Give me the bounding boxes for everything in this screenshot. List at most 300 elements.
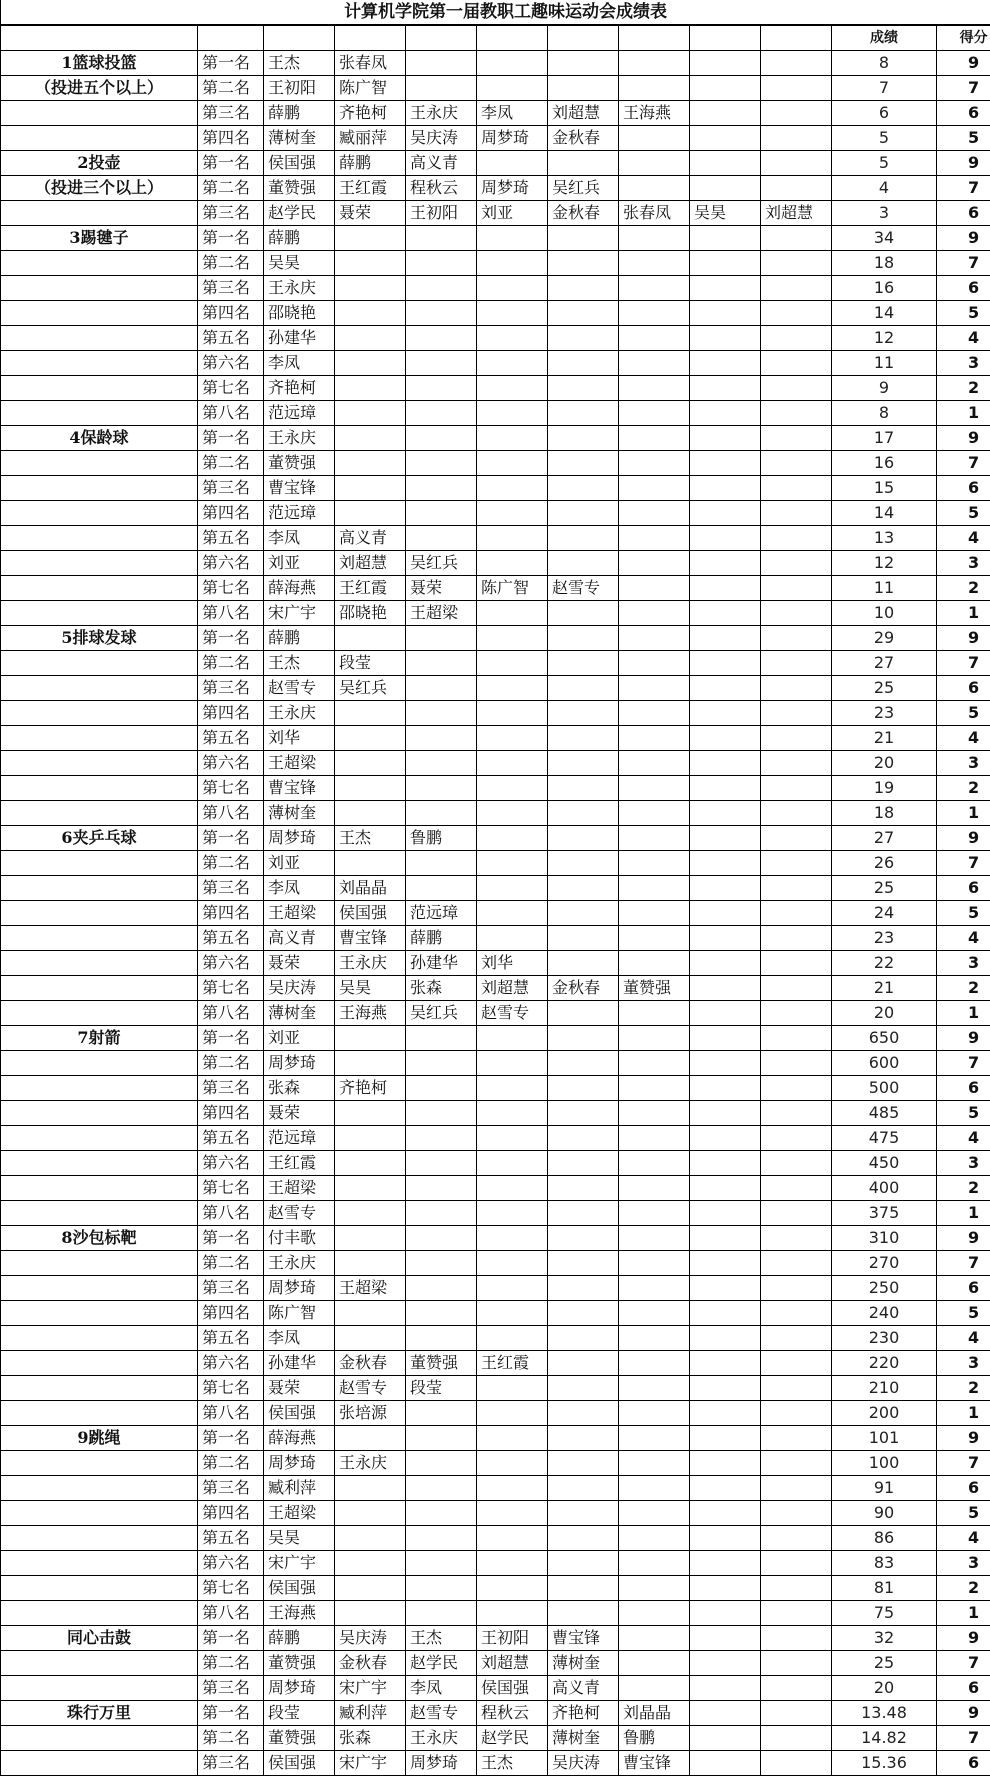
participant-cell <box>690 876 761 901</box>
participant-cell <box>761 1176 832 1201</box>
participant-cell <box>335 1526 406 1551</box>
participant-cell <box>690 251 761 276</box>
participant-cell <box>619 626 690 651</box>
participant-cell: 曹宝锋 <box>548 1626 619 1651</box>
table-row <box>1 1126 990 1151</box>
event-name-cell: 6夹乒乓球 <box>1 826 198 851</box>
participant-cell <box>761 1301 832 1326</box>
participant-cell <box>477 1301 548 1326</box>
table-row <box>1 1676 990 1701</box>
participant-cell: 周梦琦 <box>264 826 335 851</box>
participant-cell <box>690 476 761 501</box>
points-cell: 9 <box>937 1426 990 1451</box>
participant-cell <box>761 576 832 601</box>
table-row <box>1 601 990 626</box>
participant-cell <box>690 1176 761 1201</box>
participant-cell <box>619 76 690 101</box>
participant-cell <box>477 151 548 176</box>
participant-cell <box>477 426 548 451</box>
participant-cell <box>761 1676 832 1701</box>
participant-cell: 聂荣 <box>406 576 477 601</box>
rank-cell: 第六名 <box>198 551 264 576</box>
participant-cell <box>619 1551 690 1576</box>
points-cell: 5 <box>937 501 990 526</box>
participant-cell: 范远璋 <box>264 401 335 426</box>
participant-cell <box>690 1751 761 1776</box>
score-cell: 650 <box>832 1026 937 1051</box>
participant-cell <box>335 1151 406 1176</box>
participant-cell: 王海燕 <box>264 1601 335 1626</box>
participant-cell <box>548 1376 619 1401</box>
participant-cell <box>406 376 477 401</box>
participant-cell <box>548 251 619 276</box>
participant-cell <box>477 501 548 526</box>
participant-cell: 程秋云 <box>406 176 477 201</box>
participant-cell <box>619 1401 690 1426</box>
participant-cell <box>690 901 761 926</box>
table-row <box>1 1651 990 1676</box>
participant-cell <box>335 301 406 326</box>
participant-cell <box>406 701 477 726</box>
participant-cell <box>619 401 690 426</box>
participant-cell <box>690 1376 761 1401</box>
participant-cell: 陈广智 <box>335 76 406 101</box>
participant-cell <box>690 751 761 776</box>
score-cell: 81 <box>832 1576 937 1601</box>
participant-cell <box>335 1326 406 1351</box>
participant-cell <box>690 1151 761 1176</box>
participant-cell <box>406 676 477 701</box>
participant-cell: 邵晓艳 <box>264 301 335 326</box>
participant-cell <box>477 751 548 776</box>
table-row <box>1 1101 990 1126</box>
score-cell: 23 <box>832 926 937 951</box>
table-row <box>1 1201 990 1226</box>
participant-cell <box>761 1501 832 1526</box>
rank-cell: 第二名 <box>198 251 264 276</box>
participant-cell <box>690 351 761 376</box>
rank-cell: 第五名 <box>198 526 264 551</box>
participant-cell <box>761 1376 832 1401</box>
participant-cell <box>690 551 761 576</box>
participant-cell <box>548 376 619 401</box>
participant-cell <box>335 726 406 751</box>
participant-cell <box>548 826 619 851</box>
participant-cell: 王初阳 <box>264 76 335 101</box>
event-name-cell: 8沙包标靶 <box>1 1226 198 1251</box>
points-cell: 6 <box>937 1751 990 1776</box>
participant-cell: 聂荣 <box>264 1376 335 1401</box>
rank-cell: 第六名 <box>198 951 264 976</box>
score-cell: 21 <box>832 726 937 751</box>
participant-cell <box>335 251 406 276</box>
participant-cell: 范远璋 <box>264 1126 335 1151</box>
points-cell: 9 <box>937 151 990 176</box>
participant-cell <box>761 76 832 101</box>
event-name-cell <box>1 776 198 801</box>
points-cell: 1 <box>937 401 990 426</box>
participant-cell <box>690 976 761 1001</box>
event-name-cell <box>1 726 198 751</box>
participant-cell <box>477 1526 548 1551</box>
event-name-cell: 珠行万里 <box>1 1701 198 1726</box>
event-name-cell <box>1 1151 198 1176</box>
participant-cell: 鲁鹏 <box>406 826 477 851</box>
rank-cell: 第三名 <box>198 201 264 226</box>
participant-cell <box>761 226 832 251</box>
participant-cell <box>477 1226 548 1251</box>
rank-cell: 第一名 <box>198 1226 264 1251</box>
score-cell: 100 <box>832 1451 937 1476</box>
event-name-cell <box>1 1601 198 1626</box>
participant-cell <box>548 1251 619 1276</box>
table-row <box>1 751 990 776</box>
participant-cell <box>619 501 690 526</box>
participant-cell <box>619 1576 690 1601</box>
participant-cell <box>619 226 690 251</box>
participant-cell: 金秋春 <box>335 1351 406 1376</box>
rank-cell: 第七名 <box>198 1376 264 1401</box>
score-cell: 200 <box>832 1401 937 1426</box>
participant-cell: 邵晓艳 <box>335 601 406 626</box>
participant-cell <box>690 1326 761 1351</box>
participant-cell: 董赞强 <box>406 1351 477 1376</box>
rank-cell: 第三名 <box>198 1476 264 1501</box>
score-cell: 11 <box>832 576 937 601</box>
participant-cell <box>335 851 406 876</box>
participant-cell: 聂荣 <box>264 1101 335 1126</box>
rank-cell: 第二名 <box>198 651 264 676</box>
participant-cell: 侯国强 <box>335 901 406 926</box>
score-cell: 230 <box>832 1326 937 1351</box>
participant-cell <box>548 76 619 101</box>
points-cell: 4 <box>937 1126 990 1151</box>
participant-cell: 王超梁 <box>264 901 335 926</box>
participant-cell <box>690 1401 761 1426</box>
event-name-cell <box>1 1326 198 1351</box>
participant-cell <box>761 1551 832 1576</box>
rank-cell: 第一名 <box>198 226 264 251</box>
participant-cell <box>761 1751 832 1776</box>
rank-cell: 第四名 <box>198 301 264 326</box>
score-cell: 240 <box>832 1301 937 1326</box>
points-cell: 1 <box>937 1201 990 1226</box>
rank-cell: 第三名 <box>198 676 264 701</box>
participant-cell: 刘超慧 <box>548 101 619 126</box>
header-cell <box>198 25 264 51</box>
participant-cell <box>761 1201 832 1226</box>
score-cell: 16 <box>832 451 937 476</box>
participant-cell <box>761 976 832 1001</box>
participant-cell: 薛海燕 <box>264 1426 335 1451</box>
participant-cell <box>548 426 619 451</box>
participant-cell <box>406 726 477 751</box>
participant-cell <box>690 601 761 626</box>
participant-cell <box>761 1126 832 1151</box>
table-row <box>1 301 990 326</box>
participant-cell: 曹宝锋 <box>335 926 406 951</box>
participant-cell <box>548 776 619 801</box>
participant-cell <box>619 1276 690 1301</box>
points-cell: 3 <box>937 951 990 976</box>
participant-cell: 薛鹏 <box>335 151 406 176</box>
participant-cell <box>619 1601 690 1626</box>
participant-cell <box>619 676 690 701</box>
participant-cell <box>406 426 477 451</box>
participant-cell: 刘超慧 <box>477 1651 548 1676</box>
participant-cell <box>335 276 406 301</box>
points-cell: 5 <box>937 301 990 326</box>
participant-cell <box>477 451 548 476</box>
participant-cell <box>619 851 690 876</box>
rank-cell: 第六名 <box>198 1551 264 1576</box>
event-name-cell <box>1 1276 198 1301</box>
participant-cell <box>406 1451 477 1476</box>
table-row <box>1 926 990 951</box>
points-cell: 1 <box>937 601 990 626</box>
participant-cell: 张森 <box>335 1726 406 1751</box>
participant-cell <box>335 226 406 251</box>
participant-cell: 陈广智 <box>477 576 548 601</box>
participant-cell: 周梦琦 <box>264 1051 335 1076</box>
participant-cell <box>406 801 477 826</box>
participant-cell <box>761 301 832 326</box>
score-cell: 20 <box>832 1001 937 1026</box>
points-cell: 3 <box>937 1351 990 1376</box>
points-cell: 4 <box>937 1326 990 1351</box>
participant-cell: 段莹 <box>335 651 406 676</box>
event-name-cell <box>1 1726 198 1751</box>
participant-cell: 王红霞 <box>335 576 406 601</box>
points-cell: 1 <box>937 1001 990 1026</box>
participant-cell <box>690 226 761 251</box>
participant-cell <box>548 326 619 351</box>
participant-cell <box>548 601 619 626</box>
participant-cell: 刘超慧 <box>335 551 406 576</box>
rank-cell: 第六名 <box>198 1151 264 1176</box>
participant-cell: 孙建华 <box>264 326 335 351</box>
rank-cell: 第七名 <box>198 376 264 401</box>
table-row <box>1 326 990 351</box>
score-cell: 24 <box>832 901 937 926</box>
participant-cell <box>335 1576 406 1601</box>
table-row <box>1 1051 990 1076</box>
participant-cell: 王永庆 <box>264 276 335 301</box>
participant-cell: 李凤 <box>264 876 335 901</box>
participant-cell <box>690 451 761 476</box>
points-cell: 4 <box>937 326 990 351</box>
score-cell: 5 <box>832 151 937 176</box>
score-cell: 270 <box>832 1251 937 1276</box>
participant-cell: 王永庆 <box>335 951 406 976</box>
participant-cell <box>761 1251 832 1276</box>
participant-cell <box>477 276 548 301</box>
participant-cell: 齐艳柯 <box>335 1076 406 1101</box>
score-cell: 8 <box>832 51 937 76</box>
participant-cell: 王超梁 <box>335 1276 406 1301</box>
points-cell: 7 <box>937 851 990 876</box>
participant-cell: 王永庆 <box>335 1451 406 1476</box>
participant-cell: 范远璋 <box>264 501 335 526</box>
participant-cell: 赵雪专 <box>335 1376 406 1401</box>
participant-cell <box>477 701 548 726</box>
participant-cell <box>690 951 761 976</box>
rank-cell: 第三名 <box>198 276 264 301</box>
participant-cell <box>761 276 832 301</box>
participant-cell <box>690 301 761 326</box>
participant-cell <box>690 51 761 76</box>
participant-cell <box>690 426 761 451</box>
points-cell: 9 <box>937 826 990 851</box>
participant-cell <box>335 1551 406 1576</box>
event-name-cell <box>1 751 198 776</box>
points-cell: 2 <box>937 976 990 1001</box>
participant-cell <box>477 1076 548 1101</box>
event-name-cell <box>1 651 198 676</box>
participant-cell: 吴昊 <box>690 201 761 226</box>
score-cell: 27 <box>832 651 937 676</box>
rank-cell: 第八名 <box>198 1601 264 1626</box>
participant-cell <box>335 1251 406 1276</box>
participant-cell <box>477 601 548 626</box>
score-cell: 475 <box>832 1126 937 1151</box>
participant-cell <box>761 876 832 901</box>
table-row <box>1 251 990 276</box>
table-row <box>1 776 990 801</box>
event-name-cell <box>1 301 198 326</box>
participant-cell: 薛鹏 <box>264 1626 335 1651</box>
participant-cell <box>406 1226 477 1251</box>
participant-cell <box>619 451 690 476</box>
points-cell: 9 <box>937 1226 990 1251</box>
participant-cell <box>690 1351 761 1376</box>
score-cell: 25 <box>832 876 937 901</box>
participant-cell <box>761 476 832 501</box>
participant-cell <box>690 1251 761 1276</box>
score-cell: 16 <box>832 276 937 301</box>
score-cell: 12 <box>832 551 937 576</box>
score-cell: 23 <box>832 701 937 726</box>
participant-cell <box>477 626 548 651</box>
table-row <box>1 151 990 176</box>
rank-cell: 第八名 <box>198 801 264 826</box>
participant-cell <box>406 51 477 76</box>
participant-cell <box>548 276 619 301</box>
participant-cell: 齐艳柯 <box>335 101 406 126</box>
score-cell: 34 <box>832 226 937 251</box>
participant-cell <box>406 451 477 476</box>
rank-cell: 第二名 <box>198 1251 264 1276</box>
participant-cell: 王永庆 <box>264 426 335 451</box>
participant-cell <box>477 476 548 501</box>
participant-cell <box>477 926 548 951</box>
event-name-cell: 9跳绳 <box>1 1426 198 1451</box>
participant-cell: 吴红兵 <box>406 551 477 576</box>
event-name-cell <box>1 1351 198 1376</box>
participant-cell: 刘晶晶 <box>619 1701 690 1726</box>
participant-cell <box>619 926 690 951</box>
participant-cell <box>548 526 619 551</box>
participant-cell: 刘亚 <box>264 851 335 876</box>
participant-cell: 吴庆涛 <box>548 1751 619 1776</box>
points-cell: 7 <box>937 251 990 276</box>
participant-cell <box>548 951 619 976</box>
table-row <box>1 276 990 301</box>
participant-cell <box>406 401 477 426</box>
participant-cell <box>548 1301 619 1326</box>
participant-cell: 李凤 <box>264 351 335 376</box>
participant-cell <box>335 501 406 526</box>
participant-cell <box>548 701 619 726</box>
participant-cell <box>690 1201 761 1226</box>
participant-cell: 王杰 <box>264 651 335 676</box>
participant-cell <box>761 451 832 476</box>
participant-cell <box>406 1076 477 1101</box>
participant-cell <box>619 351 690 376</box>
score-cell: 86 <box>832 1526 937 1551</box>
points-cell: 6 <box>937 876 990 901</box>
rank-cell: 第七名 <box>198 576 264 601</box>
table-row <box>1 576 990 601</box>
participant-cell <box>690 101 761 126</box>
participant-cell <box>548 1101 619 1126</box>
participant-cell <box>548 1051 619 1076</box>
event-name-cell <box>1 801 198 826</box>
participant-cell <box>761 1151 832 1176</box>
rank-cell: 第七名 <box>198 1176 264 1201</box>
points-cell: 3 <box>937 551 990 576</box>
table-row <box>1 1276 990 1301</box>
participant-cell: 王杰 <box>406 1626 477 1651</box>
participant-cell <box>406 501 477 526</box>
participant-cell <box>619 1376 690 1401</box>
score-cell: 13.48 <box>832 1701 937 1726</box>
points-cell: 7 <box>937 1251 990 1276</box>
participant-cell: 薛鹏 <box>406 926 477 951</box>
participant-cell <box>761 401 832 426</box>
participant-cell <box>548 1401 619 1426</box>
score-cell: 19 <box>832 776 937 801</box>
participant-cell <box>761 1351 832 1376</box>
participant-cell <box>548 1001 619 1026</box>
participant-cell <box>619 1676 690 1701</box>
participant-cell <box>619 1526 690 1551</box>
participant-cell <box>619 951 690 976</box>
participant-cell <box>477 676 548 701</box>
participant-cell <box>761 501 832 526</box>
participant-cell <box>619 726 690 751</box>
rank-cell: 第一名 <box>198 1626 264 1651</box>
points-cell: 7 <box>937 176 990 201</box>
participant-cell <box>619 1301 690 1326</box>
rank-cell: 第五名 <box>198 1326 264 1351</box>
participant-cell <box>335 626 406 651</box>
event-name-cell <box>1 1651 198 1676</box>
participant-cell <box>477 1601 548 1626</box>
participant-cell <box>761 176 832 201</box>
title-row <box>1 0 990 25</box>
points-cell: 5 <box>937 1501 990 1526</box>
participant-cell <box>761 626 832 651</box>
participant-cell <box>477 76 548 101</box>
participant-cell <box>619 826 690 851</box>
table-row <box>1 1726 990 1751</box>
participant-cell <box>690 1601 761 1626</box>
participant-cell <box>761 1601 832 1626</box>
participant-cell <box>690 1651 761 1676</box>
participant-cell <box>548 1526 619 1551</box>
participant-cell <box>619 326 690 351</box>
